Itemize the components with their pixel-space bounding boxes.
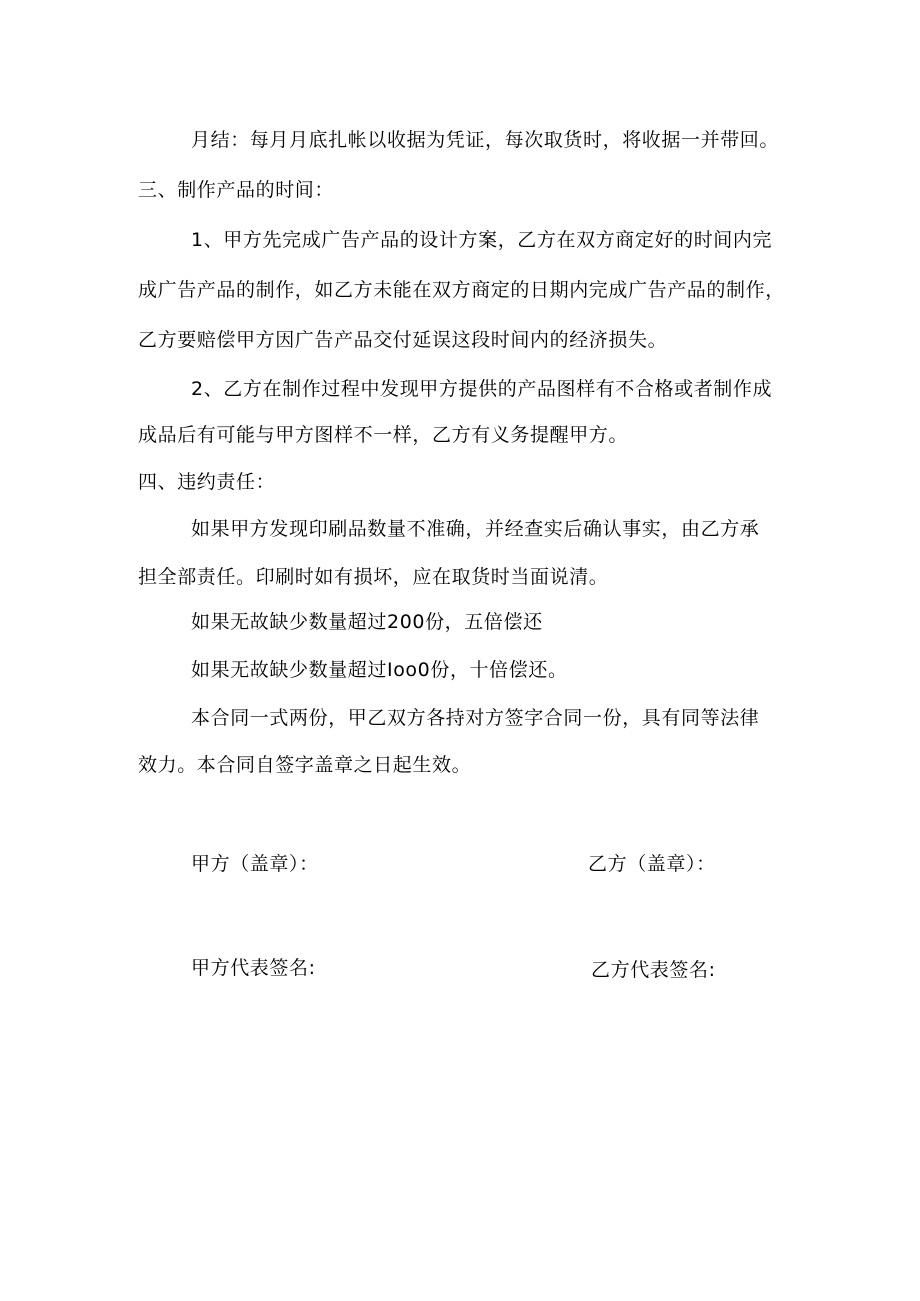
section-3-item-2-line-1: 2、乙方在制作过程中发现甲方提供的产品图样有不合格或者制作成 xyxy=(191,378,773,400)
section-3-item-1-line-3: 乙方要赔偿甲方因广告产品交付延误这段时间内的经济损失。 xyxy=(138,329,668,351)
section-4-heading: 四、违约责任： xyxy=(138,471,276,493)
section-4-para-3: 如果无故缺少数量超过Ioo0份，十倍偿还。 xyxy=(191,659,568,681)
section-4-para-1-line-2: 担全部责任。印刷时如有损坏，应在取货时当面说清。 xyxy=(138,566,609,588)
section-3-item-1-line-1: 1、甲方先完成广告产品的设计方案，乙方在双方商定好的时间内完 xyxy=(191,229,773,251)
section-4-para-4-line-2: 效力。本合同自签字盖章之日起生效。 xyxy=(138,754,472,776)
section-4-para-4-line-1: 本合同一式两份，甲乙双方各持对方签字合同一份，具有同等法律 xyxy=(191,707,760,729)
party-b-representative-label: 乙方代表签名: xyxy=(591,959,716,981)
monthly-settlement-line: 月结：每月月底扎帐以收据为凭证，每次取货时，将收据一并带回。 xyxy=(191,129,780,151)
party-b-seal-label: 乙方（盖章）： xyxy=(588,853,716,875)
section-3-heading: 三、制作产品的时间： xyxy=(138,179,335,201)
party-a-seal-label: 甲方（盖章）： xyxy=(191,853,319,875)
party-a-representative-label: 甲方代表签名: xyxy=(191,957,316,979)
section-3-item-1-line-2: 成广告产品的制作，如乙方未能在双方商定的日期内完成广告产品的制作， xyxy=(138,279,785,301)
section-4-para-1-line-1: 如果甲方发现印刷品数量不准确，并经查实后确认事实，由乙方承 xyxy=(191,518,760,540)
section-4-para-2: 如果无故缺少数量超过200份，五倍偿还 xyxy=(191,611,543,633)
section-3-item-2-line-2: 成品后有可能与甲方图样不一样，乙方有义务提醒甲方。 xyxy=(138,424,629,446)
